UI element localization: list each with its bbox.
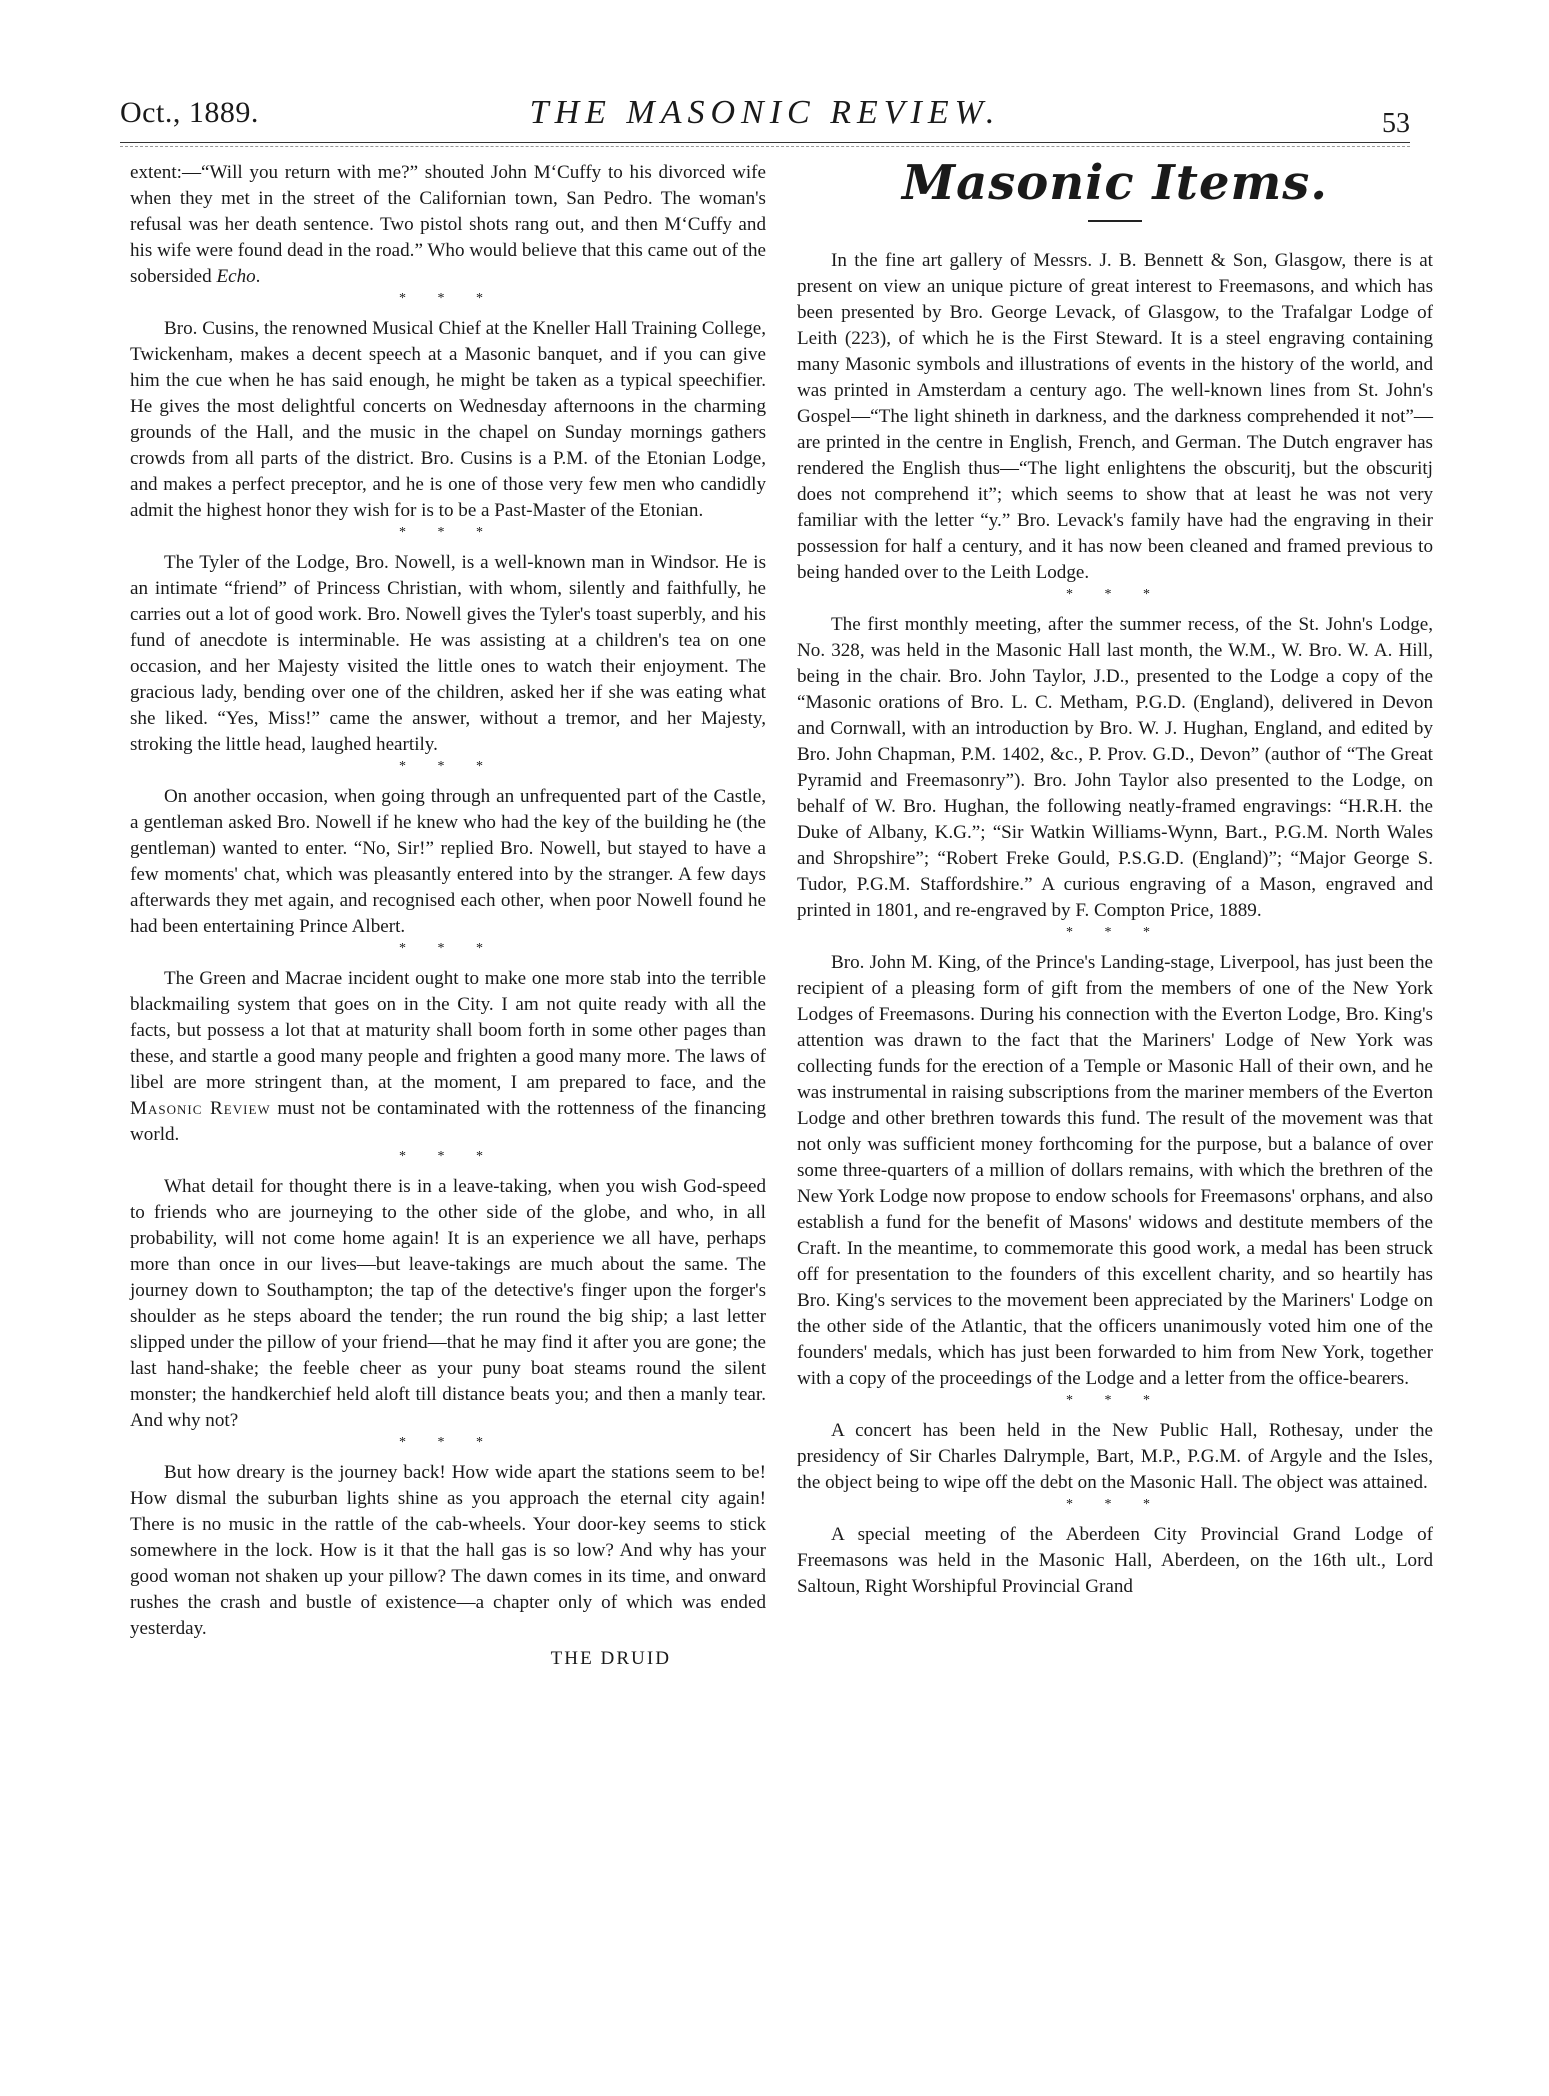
section-separator: * * * [1066,925,1164,940]
paragraph: Bro. John M. King, of the Prince's Landing-stage, Liverpool, has just been the recipient of a pleasing form of gift from the members of one of the New York Lodges of Freemasons. During his connection with the Everton Lodge, Bro. King's attention was drawn to the fact that the Mariners' Lodge of New York was collecting funds for the erection of a Temple or Masonic Hall of their own, and he was instrumental in raising subscriptions from the mariner members of the Everton Lodge and other brethren towards this fund. The result of the movement was that not only was sufficient money forthcoming for the purpose, but a balance of over some three-quarters of a million of dollars remains, with which the brethren of the New York Lodge now propose to endow schools for Freemasons' orphans, and also establish a fund for the benefit of Masons' widows and destitute members of the Craft. In the meantime, to commemorate this good work, a medal has been struck off for presentation to the founders of this excellent charity, and so heartily has Bro. King's services to the movement been appreciated by the Mariners' Lodge on the other side of the Atlantic, that the officers unanimously voted him one of the founders' medals, which has just been forwarded to him from New York, together with a copy of the proceedings of the Lodge and a letter from the office-bearers. [797,952,1433,1389]
paragraph: A special meeting of the Aberdeen City Provincial Grand Lodge of Freemasons was held in the Masonic Hall, Aberdeen, on the 16th ult., Lord Saltoun, Right Worshipful Provincial Grand [797,1524,1433,1597]
section-separator: * * * [399,291,497,306]
paragraph [130,966,766,1148]
section-separator: * * * [1066,587,1164,602]
header-rule [120,142,1410,143]
publication-name: Echo [216,266,256,287]
section-separator: * * * [399,1149,497,1164]
title-rule [1088,220,1142,222]
section-separator: * * * [1066,1497,1164,1512]
section-separator: * * * [399,941,497,956]
paragraph [130,160,766,290]
section-title: Masonic Items. [901,155,1329,211]
paragraph-text: The Green and Macrae incident ought to make one more stab into the terrible blackmailing system that goes on in the City. I am not quite ready with all the facts, but possess a lot that at maturity shall boom forth in some other pages than these, and startle a good many people and frighten a good many more. The laws of libel are more stringent than, at the moment, I am prepared to face, and the [130,968,766,1093]
paragraph: Bro. Cusins, the renowned Musical Chief at the Kneller Hall Training College, Twickenham, makes a decent speech at a Masonic banquet, and if you can give him the cue when he has said enough, he might be taken as a typical speechifier. He gives the most delightful concerts on Wednesday afternoons in the charming grounds of the Hall, and the music in the chapel on Sunday mornings gathers crowds from all parts of the district. Bro. Cusins is a P.M. of the Etonian Lodge, and makes a perfect preceptor, and he is one of those very few men who candidly admit the highest honor they wish for is to be a Past-Master of the Etonian. [130,318,766,521]
magazine-name: Masonic Review [130,1098,271,1119]
paragraph-text: extent:—“Will you return with me?” shouted John M‘Cuffy to his divorced wife when they met in the street of the Californian town, San Pedro. The woman's refusal was her death sentence. Two pistol shots rang out, and then M‘Cuffy and his wife were found dead in the road.” Who would believe that this came out of the sobersided [130,162,766,287]
author-signature: THE DRUID [550,1648,671,1669]
paragraph: A concert has been held in the New Public Hall, Rothesay, under the presidency of Sir Charles Dalrymple, Bart, M.P., P.G.M. of Argyle and the Isles, the object being to wipe off the debt on the Masonic Hall. The object was attained. [797,1420,1433,1493]
paragraph-text: . [255,266,261,287]
paragraph: In the fine art gallery of Messrs. J. B. Bennett & Son, Glasgow, there is at present on view an unique picture of great interest to Freemasons, and which has been presented by Bro. George Levack, of Glasgow, to the Trafalgar Lodge of Leith (223), of which he is the First Steward. It is a steel engraving containing many Masonic symbols and illustrations of events in the history of the world, and was printed in Amsterdam a century ago. The well-known lines from St. John's Gospel—“The light shineth in darkness, and the darkness comprehended it not”—are printed in the centre in English, French, and German. The Dutch engraver has rendered the English thus—“The light enlightens the obscuritj, but the obscuritj does not comprehend it”; which seems to show that at least he was not very familiar with the letter “y.” Bro. Levack's family have had the engraving in their possession for half a century, and it has now been cleaned and framed previous to being handed over to the Leith Lodge. [797,250,1433,583]
section-separator: * * * [399,1435,497,1450]
page-header [120,90,1410,142]
section-separator: * * * [1066,1393,1164,1408]
paragraph: The first monthly meeting, after the summer recess, of the St. John's Lodge, No. 328, was held in the Masonic Hall last month, the W.M., W. Bro. W. A. Hill, being in the chair. Bro. John Taylor, J.D., presented to the Lodge a copy of the “Masonic orations of Bro. L. C. Metham, P.G.D. (England), delivered in Devon and Cornwall, with an introduction by Bro. W. J. Hughan, England, and edited by Bro. John Chapman, P.M. 1402, &c., P. Prov. G.D., Devon” (author of “The Great Pyramid and Freemasonry”). Bro. John Taylor also presented to the Lodge, on behalf of W. Bro. Hughan, the following neatly-framed engravings: “H.R.H. the Duke of Albany, K.G.”; “Sir Watkin Williams-Wynn, Bart., P.G.M. North Wales and Shropshire”; “Robert Freke Gould, P.S.G.D. (England)”; “Major George S. Tudor, P.G.M. Staffordshire.” A curious engraving of a Mason, engraved and printed in 1801, and re-engraved by F. Compton Price, 1889. [797,614,1433,921]
section-separator: * * * [399,759,497,774]
paragraph: The Tyler of the Lodge, Bro. Nowell, is a well-known man in Windsor. He is an intimate “friend” of Princess Christian, with whom, silently and faithfully, he carries out a lot of good work. Bro. Nowell gives the Tyler's toast superbly, and his fund of anecdote is interminable. He was assisting at a children's tea on one occasion, and her Majesty visited the little ones to watch their enjoyment. The gracious lady, bending over one of the children, asked her if she was eating what she liked. “Yes, Miss!” came the answer, without a tremor, and her Majesty, stroking the little head, laughed heartily. [130,552,766,755]
header-rule-dashed [120,146,1410,147]
paragraph-text: must not be contaminated with the rottenness of the financing world. [130,1098,767,1145]
paragraph: On another occasion, when going through an unfrequented part of the Castle, a gentleman asked Bro. Nowell if he knew who had the key of the building he (the gentleman) wanted to enter. “No, Sir!” replied Bro. Nowell, but stayed to have a few moments' chat, which was pleasantly entered into by the stranger. A few days afterwards they met again, and recognised each other, when poor Nowell found he had been entertaining Prince Albert. [130,786,766,937]
section-separator: * * * [399,525,497,540]
paragraph: But how dreary is the journey back! How wide apart the stations seem to be! How dismal the suburban lights shine as you approach the eternal city again! There is no music in the rattle of the cab-wheels. Your door-key seems to stick somewhere in the lock. How is it that the hall gas is so low? And why has your good woman not shaken up your pillow? The dawn comes in its time, and onward rushes the crash and bustle of existence—a chapter only of which was ended yesterday. [130,1462,766,1639]
page-number: 53 [1382,108,1410,139]
right-column [797,155,1433,1600]
magazine-title: THE MASONIC REVIEW. [529,94,1001,131]
paragraph: What detail for thought there is in a leave-taking, when you wish God-speed to friends who are journeying to the other side of the globe, and who, in all probability, will not come home again! It is an experience we all have, perhaps more than once in our lives—but leave-takings are much about the same. The journey down to Southampton; the tap of the detective's finger upon the forger's shoulder as he steps aboard the tender; the run round the big ship; a last letter slipped under the pillow of your friend—that he may find it after you are gone; the last hand-shake; the feeble cheer as your puny boat steams round the silent monster; the handkerchief held aloft till distance beats you; and then a manly tear. And why not? [130,1176,766,1431]
issue-date: Oct., 1889. [120,96,259,129]
left-column [130,160,766,1672]
